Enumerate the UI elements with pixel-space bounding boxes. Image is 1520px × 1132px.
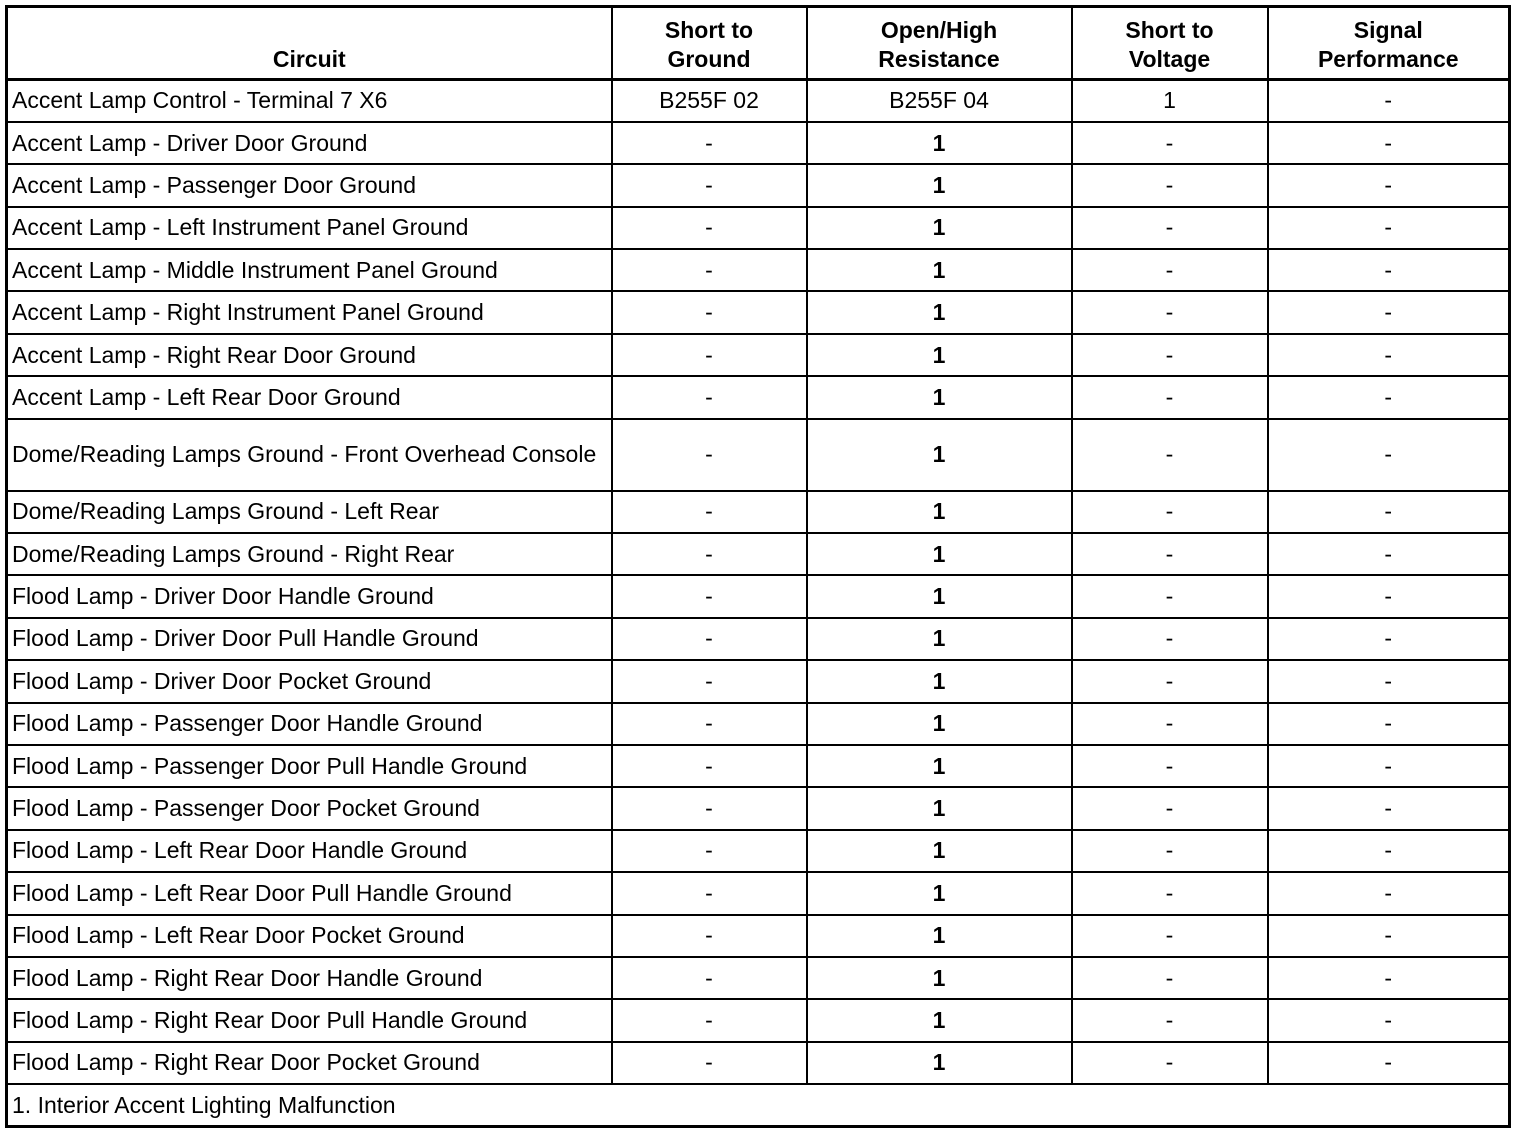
- signal-performance-cell: -: [1268, 957, 1510, 999]
- short-to-ground-cell: -: [612, 745, 807, 787]
- circuit-cell: Accent Lamp - Right Rear Door Ground: [7, 334, 612, 376]
- short-to-voltage-cell: -: [1072, 915, 1268, 957]
- circuit-cell: Flood Lamp - Right Rear Door Handle Ground: [7, 957, 612, 999]
- signal-performance-cell: -: [1268, 915, 1510, 957]
- table-row: [7, 1042, 1510, 1084]
- circuit-cell: Accent Lamp - Left Rear Door Ground: [7, 376, 612, 418]
- signal-performance-cell: -: [1268, 122, 1510, 164]
- circuit-cell: Flood Lamp - Driver Door Pull Handle Ground: [7, 618, 612, 660]
- table-row: [7, 376, 1510, 418]
- signal-performance-cell: -: [1268, 419, 1510, 491]
- signal-performance-cell: -: [1268, 291, 1510, 333]
- table-row: [7, 999, 1510, 1041]
- short-to-ground-cell: B255F 02: [612, 80, 807, 122]
- table-row: [7, 207, 1510, 249]
- table-row: [7, 745, 1510, 787]
- open-high-resistance-cell: 1: [807, 164, 1072, 206]
- circuit-cell: Flood Lamp - Left Rear Door Pull Handle Ground: [7, 872, 612, 914]
- short-to-voltage-cell: -: [1072, 660, 1268, 702]
- circuit-cell: Accent Lamp - Passenger Door Ground: [7, 164, 612, 206]
- circuit-cell: Accent Lamp - Left Instrument Panel Ground: [7, 207, 612, 249]
- circuit-cell: Flood Lamp - Driver Door Pocket Ground: [7, 660, 612, 702]
- signal-performance-cell: -: [1268, 872, 1510, 914]
- signal-performance-cell: -: [1268, 533, 1510, 575]
- open-high-resistance-cell: 1: [807, 291, 1072, 333]
- short-to-ground-cell: -: [612, 334, 807, 376]
- signal-performance-cell: -: [1268, 575, 1510, 617]
- open-high-resistance-cell: 1: [807, 575, 1072, 617]
- short-to-voltage-cell: -: [1072, 787, 1268, 829]
- short-to-ground-cell: -: [612, 249, 807, 291]
- header-signal-performance: Signal Performance: [1268, 7, 1510, 80]
- short-to-voltage-cell: -: [1072, 334, 1268, 376]
- open-high-resistance-cell: 1: [807, 703, 1072, 745]
- table-row: [7, 334, 1510, 376]
- short-to-ground-cell: -: [612, 491, 807, 533]
- open-high-resistance-cell: 1: [807, 334, 1072, 376]
- open-high-resistance-cell: 1: [807, 915, 1072, 957]
- circuit-cell: Dome/Reading Lamps Ground - Right Rear: [7, 533, 612, 575]
- short-to-voltage-cell: -: [1072, 164, 1268, 206]
- open-high-resistance-cell: 1: [807, 872, 1072, 914]
- signal-performance-cell: -: [1268, 618, 1510, 660]
- short-to-ground-cell: -: [612, 419, 807, 491]
- circuit-cell: Flood Lamp - Left Rear Door Pocket Ground: [7, 915, 612, 957]
- short-to-ground-cell: -: [612, 291, 807, 333]
- short-to-voltage-cell: -: [1072, 122, 1268, 164]
- circuit-cell: Flood Lamp - Passenger Door Handle Ground: [7, 703, 612, 745]
- short-to-ground-cell: -: [612, 575, 807, 617]
- open-high-resistance-cell: 1: [807, 957, 1072, 999]
- short-to-ground-cell: -: [612, 1042, 807, 1084]
- short-to-ground-cell: -: [612, 660, 807, 702]
- circuit-cell: Dome/Reading Lamps Ground - Front Overhead Console: [7, 419, 612, 491]
- table-row: [7, 291, 1510, 333]
- table-row: [7, 491, 1510, 533]
- signal-performance-cell: -: [1268, 164, 1510, 206]
- header-circuit: [7, 7, 612, 80]
- signal-performance-cell: -: [1268, 376, 1510, 418]
- circuit-cell: Flood Lamp - Passenger Door Pull Handle Ground: [7, 745, 612, 787]
- open-high-resistance-cell: 1: [807, 1042, 1072, 1084]
- table-row: [7, 122, 1510, 164]
- short-to-voltage-cell: -: [1072, 533, 1268, 575]
- short-to-ground-cell: -: [612, 999, 807, 1041]
- short-to-ground-cell: -: [612, 830, 807, 872]
- signal-performance-cell: -: [1268, 80, 1510, 122]
- table-row: [7, 533, 1510, 575]
- signal-performance-cell: -: [1268, 249, 1510, 291]
- short-to-ground-cell: -: [612, 787, 807, 829]
- open-high-resistance-cell: 1: [807, 491, 1072, 533]
- signal-performance-cell: -: [1268, 660, 1510, 702]
- open-high-resistance-cell: 1: [807, 533, 1072, 575]
- short-to-voltage-cell: 1: [1072, 80, 1268, 122]
- open-high-resistance-cell: 1: [807, 249, 1072, 291]
- signal-performance-cell: -: [1268, 787, 1510, 829]
- table-row: [7, 830, 1510, 872]
- short-to-ground-cell: -: [612, 376, 807, 418]
- short-to-voltage-cell: -: [1072, 872, 1268, 914]
- header-circuit-label: Circuit: [272, 46, 346, 72]
- open-high-resistance-cell: 1: [807, 830, 1072, 872]
- table-header-row: [7, 7, 1510, 80]
- short-to-ground-cell: -: [612, 618, 807, 660]
- table-row: [7, 872, 1510, 914]
- short-to-voltage-cell: -: [1072, 376, 1268, 418]
- short-to-voltage-cell: -: [1072, 291, 1268, 333]
- signal-performance-cell: -: [1268, 745, 1510, 787]
- circuit-cell: Flood Lamp - Driver Door Handle Ground: [7, 575, 612, 617]
- circuit-cell: Dome/Reading Lamps Ground - Left Rear: [7, 491, 612, 533]
- signal-performance-cell: -: [1268, 491, 1510, 533]
- header-short-to-ground: Short to Ground: [612, 7, 807, 80]
- table-row: [7, 80, 1510, 122]
- short-to-voltage-cell: -: [1072, 999, 1268, 1041]
- short-to-ground-cell: -: [612, 703, 807, 745]
- short-to-voltage-cell: -: [1072, 745, 1268, 787]
- short-to-voltage-cell: -: [1072, 618, 1268, 660]
- signal-performance-cell: -: [1268, 999, 1510, 1041]
- short-to-voltage-cell: -: [1072, 830, 1268, 872]
- table-row: [7, 703, 1510, 745]
- short-to-ground-cell: -: [612, 533, 807, 575]
- short-to-voltage-cell: -: [1072, 419, 1268, 491]
- table-row: [7, 618, 1510, 660]
- table-row: [7, 249, 1510, 291]
- signal-performance-cell: -: [1268, 830, 1510, 872]
- circuit-cell: Flood Lamp - Right Rear Door Pull Handle Ground: [7, 999, 612, 1041]
- short-to-voltage-cell: -: [1072, 703, 1268, 745]
- signal-performance-cell: -: [1268, 334, 1510, 376]
- footnote-row: [7, 1084, 1510, 1126]
- circuit-cell: Flood Lamp - Left Rear Door Handle Ground: [7, 830, 612, 872]
- open-high-resistance-cell: 1: [807, 660, 1072, 702]
- short-to-ground-cell: -: [612, 915, 807, 957]
- circuit-cell: Accent Lamp - Driver Door Ground: [7, 122, 612, 164]
- open-high-resistance-cell: 1: [807, 999, 1072, 1041]
- header-open-high-resistance: Open/High Resistance: [807, 7, 1072, 80]
- circuit-cell: Flood Lamp - Right Rear Door Pocket Ground: [7, 1042, 612, 1084]
- circuit-cell: Accent Lamp Control - Terminal 7 X6: [7, 80, 612, 122]
- dtc-circuit-table: [5, 5, 1511, 1128]
- open-high-resistance-cell: 1: [807, 122, 1072, 164]
- short-to-voltage-cell: -: [1072, 957, 1268, 999]
- open-high-resistance-cell: 1: [807, 419, 1072, 491]
- short-to-voltage-cell: -: [1072, 207, 1268, 249]
- table-row: [7, 660, 1510, 702]
- table-row: [7, 957, 1510, 999]
- short-to-voltage-cell: -: [1072, 249, 1268, 291]
- short-to-ground-cell: -: [612, 957, 807, 999]
- short-to-ground-cell: -: [612, 122, 807, 164]
- short-to-ground-cell: -: [612, 164, 807, 206]
- footnote: 1. Interior Accent Lighting Malfunction: [7, 1084, 1510, 1126]
- header-short-to-voltage: Short to Voltage: [1072, 7, 1268, 80]
- short-to-voltage-cell: -: [1072, 491, 1268, 533]
- open-high-resistance-cell: 1: [807, 745, 1072, 787]
- short-to-ground-cell: -: [612, 872, 807, 914]
- circuit-cell: Flood Lamp - Passenger Door Pocket Ground: [7, 787, 612, 829]
- open-high-resistance-cell: 1: [807, 618, 1072, 660]
- signal-performance-cell: -: [1268, 207, 1510, 249]
- open-high-resistance-cell: 1: [807, 376, 1072, 418]
- open-high-resistance-cell: B255F 04: [807, 80, 1072, 122]
- table-row: [7, 787, 1510, 829]
- table-row: [7, 915, 1510, 957]
- signal-performance-cell: -: [1268, 703, 1510, 745]
- short-to-voltage-cell: -: [1072, 1042, 1268, 1084]
- table-row: [7, 164, 1510, 206]
- table-row: [7, 419, 1510, 491]
- short-to-ground-cell: -: [612, 207, 807, 249]
- circuit-cell: Accent Lamp - Right Instrument Panel Ground: [7, 291, 612, 333]
- short-to-voltage-cell: -: [1072, 575, 1268, 617]
- table-row: [7, 575, 1510, 617]
- circuit-cell: Accent Lamp - Middle Instrument Panel Ground: [7, 249, 612, 291]
- open-high-resistance-cell: 1: [807, 787, 1072, 829]
- signal-performance-cell: -: [1268, 1042, 1510, 1084]
- open-high-resistance-cell: 1: [807, 207, 1072, 249]
